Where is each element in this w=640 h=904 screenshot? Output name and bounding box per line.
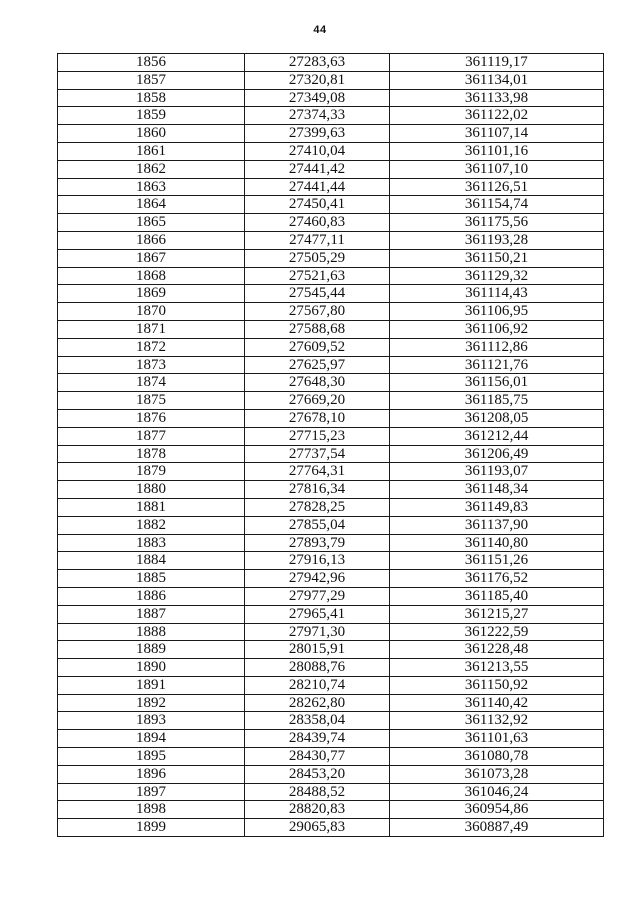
- point-number-cell: 1870: [58, 303, 245, 321]
- y-coordinate-cell: 361106,92: [390, 320, 604, 338]
- point-number-cell: 1872: [58, 338, 245, 356]
- point-number-cell: 1897: [58, 783, 245, 801]
- x-coordinate-cell: 27349,08: [245, 89, 390, 107]
- x-coordinate-cell: 28453,20: [245, 765, 390, 783]
- point-number-cell: 1866: [58, 231, 245, 249]
- y-coordinate-cell: 361129,32: [390, 267, 604, 285]
- table-row: [58, 659, 604, 677]
- y-coordinate-cell: 361151,26: [390, 552, 604, 570]
- table-row: [58, 160, 604, 178]
- x-coordinate-cell: 27460,83: [245, 214, 390, 232]
- table-row: [58, 338, 604, 356]
- x-coordinate-cell: 29065,83: [245, 819, 390, 837]
- point-number-cell: 1876: [58, 409, 245, 427]
- point-number-cell: 1869: [58, 285, 245, 303]
- y-coordinate-cell: 361132,92: [390, 712, 604, 730]
- point-number-cell: 1873: [58, 356, 245, 374]
- table-row: [58, 587, 604, 605]
- y-coordinate-cell: 361046,24: [390, 783, 604, 801]
- y-coordinate-cell: 361107,14: [390, 125, 604, 143]
- page-number: 44: [313, 24, 327, 36]
- x-coordinate-cell: 27977,29: [245, 587, 390, 605]
- table-row: [58, 552, 604, 570]
- x-coordinate-cell: 27828,25: [245, 498, 390, 516]
- coordinates-table-body: [58, 54, 604, 837]
- table-row: [58, 730, 604, 748]
- x-coordinate-cell: 27764,31: [245, 463, 390, 481]
- table-row: [58, 231, 604, 249]
- x-coordinate-cell: 27609,52: [245, 338, 390, 356]
- point-number-cell: 1895: [58, 748, 245, 766]
- y-coordinate-cell: 361228,48: [390, 641, 604, 659]
- x-coordinate-cell: 28088,76: [245, 659, 390, 677]
- y-coordinate-cell: 360887,49: [390, 819, 604, 837]
- table-row: [58, 374, 604, 392]
- point-number-cell: 1862: [58, 160, 245, 178]
- x-coordinate-cell: 27320,81: [245, 71, 390, 89]
- table-row: [58, 534, 604, 552]
- y-coordinate-cell: 361114,43: [390, 285, 604, 303]
- point-number-cell: 1879: [58, 463, 245, 481]
- point-number-cell: 1893: [58, 712, 245, 730]
- y-coordinate-cell: 361150,21: [390, 249, 604, 267]
- point-number-cell: 1883: [58, 534, 245, 552]
- table-row: [58, 641, 604, 659]
- table-row: [58, 392, 604, 410]
- y-coordinate-cell: 361122,02: [390, 107, 604, 125]
- y-coordinate-cell: 361119,17: [390, 54, 604, 72]
- point-number-cell: 1890: [58, 659, 245, 677]
- x-coordinate-cell: 28015,91: [245, 641, 390, 659]
- point-number-cell: 1865: [58, 214, 245, 232]
- x-coordinate-cell: 27715,23: [245, 427, 390, 445]
- point-number-cell: 1881: [58, 498, 245, 516]
- y-coordinate-cell: 361222,59: [390, 623, 604, 641]
- y-coordinate-cell: 361148,34: [390, 481, 604, 499]
- y-coordinate-cell: 361185,75: [390, 392, 604, 410]
- point-number-cell: 1859: [58, 107, 245, 125]
- point-number-cell: 1894: [58, 730, 245, 748]
- y-coordinate-cell: 361150,92: [390, 676, 604, 694]
- point-number-cell: 1858: [58, 89, 245, 107]
- table-row: [58, 54, 604, 72]
- y-coordinate-cell: 361193,28: [390, 231, 604, 249]
- y-coordinate-cell: 361134,01: [390, 71, 604, 89]
- y-coordinate-cell: 361208,05: [390, 409, 604, 427]
- table-row: [58, 427, 604, 445]
- point-number-cell: 1888: [58, 623, 245, 641]
- table-row: [58, 142, 604, 160]
- point-number-cell: 1885: [58, 570, 245, 588]
- point-number-cell: 1860: [58, 125, 245, 143]
- y-coordinate-cell: 361193,07: [390, 463, 604, 481]
- table-row: [58, 89, 604, 107]
- x-coordinate-cell: 27521,63: [245, 267, 390, 285]
- x-coordinate-cell: 27441,42: [245, 160, 390, 178]
- point-number-cell: 1892: [58, 694, 245, 712]
- table-row: [58, 267, 604, 285]
- y-coordinate-cell: 361112,86: [390, 338, 604, 356]
- x-coordinate-cell: 27545,44: [245, 285, 390, 303]
- y-coordinate-cell: 361101,63: [390, 730, 604, 748]
- table-row: [58, 196, 604, 214]
- y-coordinate-cell: 361206,49: [390, 445, 604, 463]
- x-coordinate-cell: 27855,04: [245, 516, 390, 534]
- point-number-cell: 1857: [58, 71, 245, 89]
- table-row: [58, 516, 604, 534]
- table-row: [58, 712, 604, 730]
- x-coordinate-cell: 27441,44: [245, 178, 390, 196]
- x-coordinate-cell: 27916,13: [245, 552, 390, 570]
- point-number-cell: 1889: [58, 641, 245, 659]
- point-number-cell: 1898: [58, 801, 245, 819]
- table-row: [58, 498, 604, 516]
- point-number-cell: 1871: [58, 320, 245, 338]
- point-number-cell: 1867: [58, 249, 245, 267]
- point-number-cell: 1868: [58, 267, 245, 285]
- table-row: [58, 285, 604, 303]
- point-number-cell: 1896: [58, 765, 245, 783]
- y-coordinate-cell: 361185,40: [390, 587, 604, 605]
- x-coordinate-cell: 27893,79: [245, 534, 390, 552]
- y-coordinate-cell: 361137,90: [390, 516, 604, 534]
- point-number-cell: 1884: [58, 552, 245, 570]
- x-coordinate-cell: 27965,41: [245, 605, 390, 623]
- point-number-cell: 1899: [58, 819, 245, 837]
- table-row: [58, 125, 604, 143]
- table-row: [58, 463, 604, 481]
- x-coordinate-cell: 27971,30: [245, 623, 390, 641]
- y-coordinate-cell: 361133,98: [390, 89, 604, 107]
- x-coordinate-cell: 27625,97: [245, 356, 390, 374]
- table-row: [58, 676, 604, 694]
- x-coordinate-cell: 28820,83: [245, 801, 390, 819]
- y-coordinate-cell: 361080,78: [390, 748, 604, 766]
- table-row: [58, 694, 604, 712]
- coordinates-table: [57, 53, 604, 837]
- table-row: [58, 178, 604, 196]
- table-row: [58, 71, 604, 89]
- y-coordinate-cell: 361140,42: [390, 694, 604, 712]
- x-coordinate-cell: 27588,68: [245, 320, 390, 338]
- x-coordinate-cell: 27678,10: [245, 409, 390, 427]
- x-coordinate-cell: 27737,54: [245, 445, 390, 463]
- x-coordinate-cell: 27669,20: [245, 392, 390, 410]
- table-row: [58, 748, 604, 766]
- table-row: [58, 481, 604, 499]
- point-number-cell: 1875: [58, 392, 245, 410]
- x-coordinate-cell: 27477,11: [245, 231, 390, 249]
- point-number-cell: 1864: [58, 196, 245, 214]
- x-coordinate-cell: 28210,74: [245, 676, 390, 694]
- y-coordinate-cell: 360954,86: [390, 801, 604, 819]
- y-coordinate-cell: 361215,27: [390, 605, 604, 623]
- point-number-cell: 1887: [58, 605, 245, 623]
- point-number-cell: 1877: [58, 427, 245, 445]
- table-row: [58, 623, 604, 641]
- y-coordinate-cell: 361073,28: [390, 765, 604, 783]
- y-coordinate-cell: 361101,16: [390, 142, 604, 160]
- point-number-cell: 1878: [58, 445, 245, 463]
- table-row: [58, 356, 604, 374]
- point-number-cell: 1861: [58, 142, 245, 160]
- table-row: [58, 214, 604, 232]
- x-coordinate-cell: 27942,96: [245, 570, 390, 588]
- y-coordinate-cell: 361156,01: [390, 374, 604, 392]
- table-row: [58, 445, 604, 463]
- table-row: [58, 783, 604, 801]
- y-coordinate-cell: 361121,76: [390, 356, 604, 374]
- x-coordinate-cell: 28262,80: [245, 694, 390, 712]
- x-coordinate-cell: 27816,34: [245, 481, 390, 499]
- y-coordinate-cell: 361106,95: [390, 303, 604, 321]
- table-row: [58, 107, 604, 125]
- x-coordinate-cell: 27399,63: [245, 125, 390, 143]
- point-number-cell: 1856: [58, 54, 245, 72]
- point-number-cell: 1863: [58, 178, 245, 196]
- table-row: [58, 605, 604, 623]
- point-number-cell: 1874: [58, 374, 245, 392]
- x-coordinate-cell: 28358,04: [245, 712, 390, 730]
- table-row: [58, 801, 604, 819]
- y-coordinate-cell: 361213,55: [390, 659, 604, 677]
- table-row: [58, 765, 604, 783]
- x-coordinate-cell: 27283,63: [245, 54, 390, 72]
- x-coordinate-cell: 27567,80: [245, 303, 390, 321]
- x-coordinate-cell: 27374,33: [245, 107, 390, 125]
- y-coordinate-cell: 361175,56: [390, 214, 604, 232]
- x-coordinate-cell: 27648,30: [245, 374, 390, 392]
- table-row: [58, 409, 604, 427]
- point-number-cell: 1880: [58, 481, 245, 499]
- x-coordinate-cell: 27410,04: [245, 142, 390, 160]
- y-coordinate-cell: 361212,44: [390, 427, 604, 445]
- point-number-cell: 1882: [58, 516, 245, 534]
- y-coordinate-cell: 361140,80: [390, 534, 604, 552]
- y-coordinate-cell: 361176,52: [390, 570, 604, 588]
- table-row: [58, 819, 604, 837]
- x-coordinate-cell: 27505,29: [245, 249, 390, 267]
- point-number-cell: 1886: [58, 587, 245, 605]
- table-row: [58, 570, 604, 588]
- x-coordinate-cell: 27450,41: [245, 196, 390, 214]
- y-coordinate-cell: 361154,74: [390, 196, 604, 214]
- point-number-cell: 1891: [58, 676, 245, 694]
- x-coordinate-cell: 28439,74: [245, 730, 390, 748]
- y-coordinate-cell: 361126,51: [390, 178, 604, 196]
- table-row: [58, 320, 604, 338]
- y-coordinate-cell: 361107,10: [390, 160, 604, 178]
- table-row: [58, 249, 604, 267]
- y-coordinate-cell: 361149,83: [390, 498, 604, 516]
- table-row: [58, 303, 604, 321]
- x-coordinate-cell: 28488,52: [245, 783, 390, 801]
- x-coordinate-cell: 28430,77: [245, 748, 390, 766]
